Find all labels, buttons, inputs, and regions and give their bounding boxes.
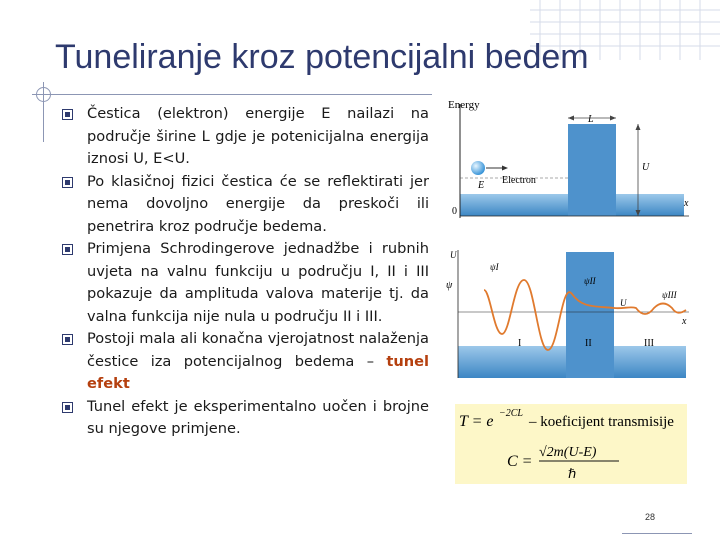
energy-axis-label: Energy — [448, 99, 480, 111]
bullet-square-icon — [62, 402, 73, 413]
x-axis-label: x — [684, 198, 689, 209]
region-3-label: III — [644, 338, 654, 349]
psi-axis-label: ψ — [446, 280, 453, 291]
footer-line — [622, 533, 692, 534]
barrier-region-bar — [566, 252, 614, 378]
bullet-square-icon — [62, 177, 73, 188]
bullet-text: Čestica (elektron) energije E nailazi na područje širine L gdje je potenicijalna energija iznosi U, E<U. — [87, 105, 429, 167]
zero-label: 0 — [452, 206, 457, 217]
transmission-description: – koeficijent transmisije — [529, 414, 674, 430]
wave-function-figure — [444, 250, 694, 400]
tunnel-effect-highlight: tunel efekt — [87, 352, 429, 392]
ground-right-bar — [616, 194, 684, 216]
potential-barrier-figure — [444, 96, 694, 246]
slide-title: Tuneliranje kroz potencijalni bedem — [55, 38, 589, 76]
bullet-square-icon — [62, 334, 73, 345]
bullet-square-icon — [62, 244, 73, 255]
u-level-label: U — [620, 298, 627, 308]
barrier-width-label: L — [588, 114, 594, 125]
bullet-item — [62, 328, 429, 396]
electron-icon — [471, 161, 485, 175]
bullet-text: Po klasičnoj fizici čestica će se reflektirati jer nema dovoljno energije da preskoči ili penetrira kroz područje bedema. — [87, 172, 429, 235]
bullet-text: Tunel efekt je eksperimentalno uočen i brojne su njegove primjene. — [87, 397, 429, 437]
title-ring-ornament — [36, 87, 51, 102]
psi-3-label: ψIII — [662, 290, 677, 300]
bullet-text: Postoji mala ali konačna vjerojatnost nalaženja čestice iza potencijalnog bedema – — [87, 330, 429, 370]
barrier-bar — [568, 124, 616, 216]
region-2-label: II — [585, 338, 592, 349]
ground-right-bar — [614, 346, 686, 378]
bullet-list — [62, 103, 429, 441]
ground-left-bar — [458, 346, 566, 378]
transmission-formula: T = e — [459, 413, 494, 430]
psi-2-label: ψII — [584, 276, 596, 286]
x-axis-label: x — [682, 316, 687, 327]
bullet-text: Primjena Schrodingerove jednadžbe i rubnih uvjeta na valnu funkciju u području I, II i III pokazuje da amplituda valova materije tj. da valna funkcija nije nula u području II i III. — [87, 240, 429, 325]
electron-label: Electron — [502, 175, 536, 186]
formula-panel — [455, 404, 687, 484]
c-formula-numerator: √2m(U-E) — [539, 445, 597, 460]
transmission-exponent: −2CL — [499, 408, 523, 419]
bullet-item — [62, 396, 429, 441]
region-1-label: I — [518, 338, 522, 349]
bullet-item — [62, 103, 429, 171]
c-formula-denominator: ℏ — [568, 466, 577, 481]
psi-1-label: ψI — [490, 262, 499, 272]
bullet-item — [62, 171, 429, 239]
energy-e-label: E — [478, 180, 485, 191]
bullet-square-icon — [62, 109, 73, 120]
c-formula-lhs: C = — [507, 453, 533, 470]
title-underline — [32, 94, 432, 95]
page-number: 28 — [645, 512, 656, 522]
bullet-item — [62, 238, 429, 328]
barrier-height-label: U — [642, 162, 650, 173]
u-axis-label: U — [450, 250, 457, 260]
ground-left-bar — [460, 194, 568, 216]
